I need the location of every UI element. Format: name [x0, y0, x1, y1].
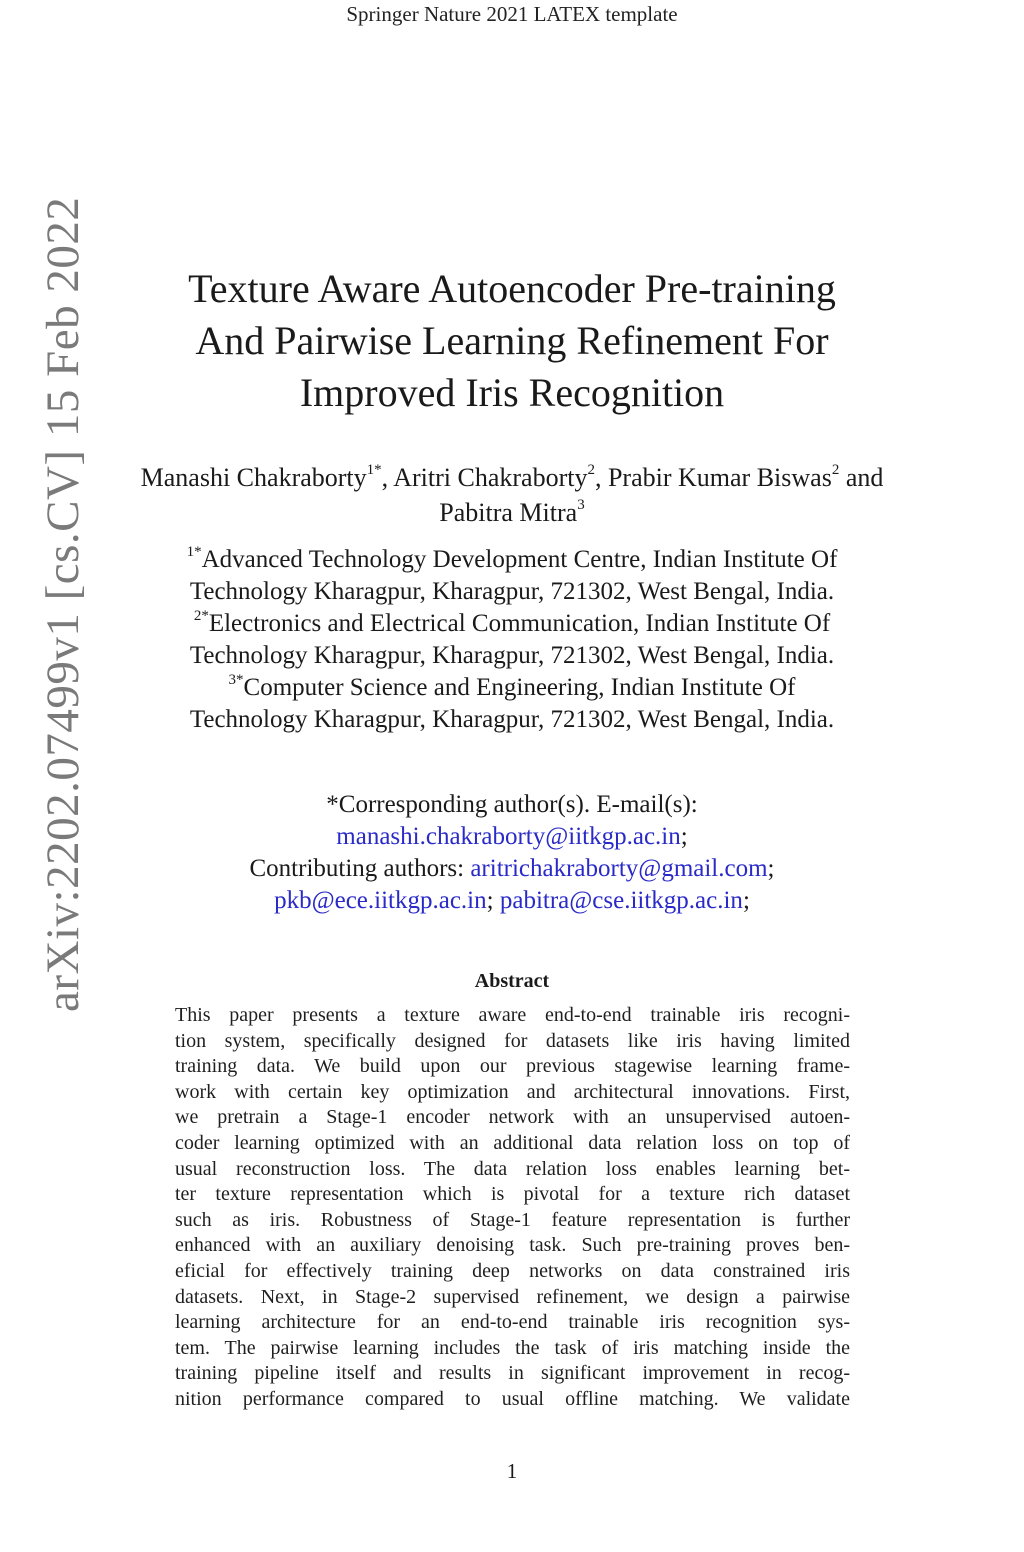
affiliation-line: [120, 672, 904, 704]
affiliation-list: [120, 544, 904, 736]
abstract-line: coder learning optimized with an additional data relation loss on top of: [175, 1131, 850, 1154]
affiliation-line: [120, 608, 904, 640]
email-link[interactable]: manashi.chakraborty@iitkgp.ac.in: [336, 823, 681, 850]
affiliation-line: Technology Kharagpur, Kharagpur, 721302, West Bengal, India.: [189, 578, 835, 605]
contact-block: [120, 789, 904, 917]
corresponding-email-line: [120, 821, 904, 853]
separator: ;: [680, 823, 688, 850]
email-link[interactable]: aritrichakraborty@gmail.com: [470, 855, 768, 882]
author-affiliation-mark: 3: [577, 497, 585, 514]
email-link[interactable]: pkb@ece.iitkgp.ac.in: [274, 887, 487, 914]
contributing-label: Contributing authors:: [249, 855, 471, 882]
abstract-line: datasets. Next, in Stage-2 supervised refinement, we design a pairwise: [175, 1285, 850, 1308]
separator: ;: [742, 887, 750, 914]
abstract-line: training pipeline itself and results in significant improvement in recog-: [175, 1362, 850, 1385]
abstract-line: eficial for effectively training deep networks on data constrained iris: [175, 1259, 850, 1282]
abstract-line: we pretrain a Stage-1 encoder network with an unsupervised autoen-: [175, 1106, 850, 1129]
title-line: And Pairwise Learning Refinement For: [195, 318, 829, 363]
affiliation-line: Technology Kharagpur, Kharagpur, 721302, West Bengal, India.: [189, 642, 835, 669]
author-affiliation-mark: 2: [831, 462, 840, 479]
abstract-line: enhanced with an auxiliary denoising task. Such pre-training proves ben-: [175, 1234, 850, 1257]
author-name: and Pabitra Mitra: [439, 463, 884, 527]
affiliation-mark: 1*: [186, 543, 202, 560]
affiliation-mark: 2*: [193, 607, 209, 624]
abstract-line: usual reconstruction loss. The data relation loss enables learning bet-: [175, 1157, 850, 1180]
abstract-line: learning architecture for an end-to-end trainable iris recognition sys-: [175, 1311, 850, 1334]
abstract-line: ter texture representation which is pivotal for a texture rich dataset: [175, 1183, 850, 1206]
abstract-body: [175, 1003, 850, 1413]
running-header: Springer Nature 2021 LATEX template: [346, 2, 678, 26]
author-list: [140, 460, 884, 530]
author-name: , Aritri Chakraborty: [381, 463, 588, 492]
abstract-heading: Abstract: [474, 970, 550, 992]
separator: ;: [486, 887, 494, 914]
abstract-line: training data. We build upon our previous stagewise learning frame-: [175, 1055, 850, 1078]
abstract-line: work with certain key optimization and architectural innovations. First,: [175, 1080, 850, 1103]
abstract-line: tion system, specifically designed for datasets like iris having limited: [175, 1029, 850, 1052]
author-name: Manashi Chakraborty: [140, 463, 367, 492]
affiliation-text: Advanced Technology Development Centre, Indian Institute Of: [201, 546, 838, 573]
affiliation-line: Technology Kharagpur, Kharagpur, 721302, West Bengal, India.: [189, 706, 835, 733]
arxiv-identifier-stamp: arXiv:2202.07499v1 [cs.CV] 15 Feb 2022: [37, 196, 89, 1012]
contributing-line: [120, 853, 904, 885]
title-line: Texture Aware Autoencoder Pre-training: [188, 266, 836, 311]
contributing-line: [120, 885, 904, 917]
author-affiliation-mark: 1*: [366, 462, 382, 479]
affiliation-text: Computer Science and Engineering, Indian Institute Of: [243, 674, 796, 701]
separator: ;: [767, 855, 775, 882]
abstract-line: tem. The pairwise learning includes the task of iris matching inside the: [175, 1336, 850, 1359]
affiliation-line: [120, 544, 904, 576]
affiliation-text: Electronics and Electrical Communication, Indian Institute Of: [208, 610, 831, 637]
abstract-line: such as iris. Robustness of Stage-1 feature representation is further: [175, 1208, 850, 1231]
paper-title: [112, 263, 912, 419]
author-affiliation-mark: 2: [587, 462, 595, 479]
corresponding-label: *Corresponding author(s). E-mail(s):: [326, 791, 698, 818]
abstract-line: This paper presents a texture aware end-to-end trainable iris recogni-: [175, 1004, 850, 1026]
affiliation-mark: 3*: [228, 671, 244, 688]
email-link[interactable]: pabitra@cse.iitkgp.ac.in: [499, 887, 743, 914]
author-name: , Prabir Kumar Biswas: [594, 463, 832, 492]
abstract-line: nition performance compared to usual offline matching. We validate: [175, 1387, 850, 1410]
page-number: 1: [506, 1459, 518, 1483]
title-line: Improved Iris Recognition: [299, 370, 725, 415]
